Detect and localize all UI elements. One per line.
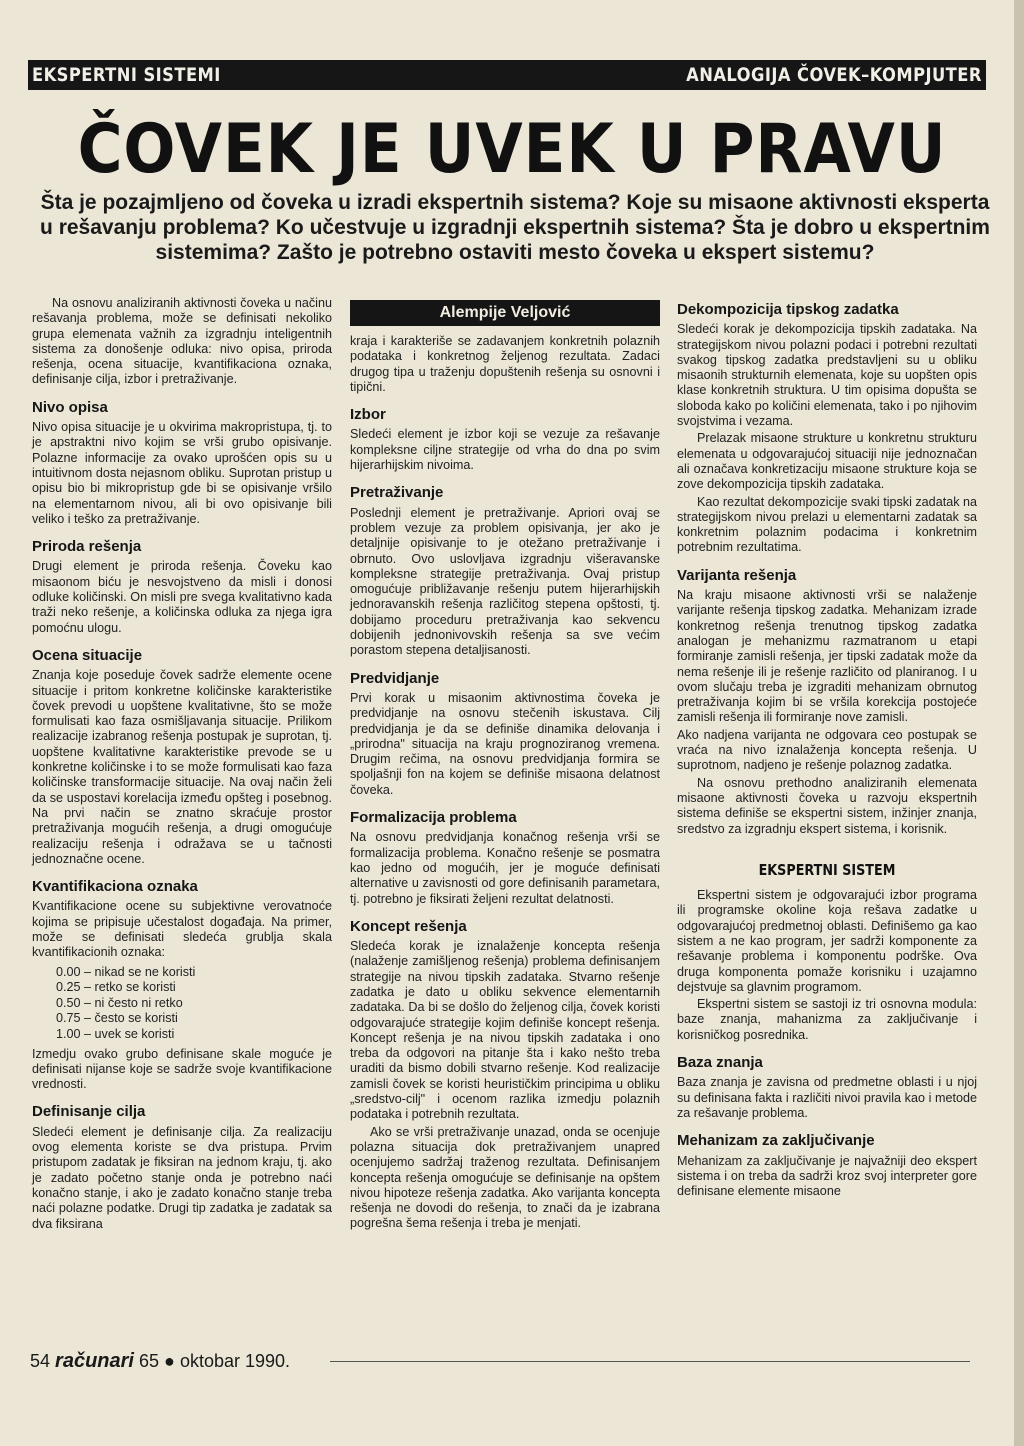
section-label-right: ANALOGIJA ČOVEK–KOMPJUTER — [686, 64, 982, 86]
scale-item: 0.00 – nikad se ne koristi — [56, 964, 196, 979]
paragraph-priroda-resenja: Drugi element je priroda rešenja. Čoveku kao misaonom biću je nesvojstveno da misli i donosi odluke količinski. On misli pre svega kvalitativno kada traži neko rešenje, a količinska odluka za njega igra pomoćnu ulogu. — [32, 559, 332, 635]
page-edge — [1014, 0, 1024, 1446]
paragraph-nivo-opisa: Nivo opisa situacije je u okvirima makropristupa, tj. to je apstraktni nivo kojim se vrši grubo opisivanje. Polazne informacije za ovako uprošćen opis su u intuitivnom dosta nejasnom obliku. Suprotan pristup u opisu bio bi mikropristup gde bi se opisivanje vršilo na elementarnom nivou, ali bi ovo opisivanje bili veliko i teško za pretraživanje. — [32, 420, 332, 526]
heading-dekompozicija: Dekompozicija tipskog zadatka — [677, 301, 899, 318]
heading-varijanta-resenja: Varijanta rešenja — [677, 566, 797, 584]
magazine-name: računari — [55, 1350, 134, 1372]
paragraph-ekspertni-sistem: Ekspertni sistem je odgovarajući izbor programa ili programske okoline koja rešava zadatke u odgovarajućoj predmetnoj oblasti. Definišemo ga kao sistem a ne kao program, jer sadrži komponente za rešavanje problema i komponentu podrške. Ova druga komponenta pomaže korisniku i uzajamno dejstvuje sa glavnim programom. — [677, 888, 977, 994]
box-title: EKSPERTNI SISTEM — [758, 860, 896, 879]
paragraph-izbor: Sledeći element je izbor koji se vezuje za rešavanje kompleksne ciljne strategije od vrha do dna po svim hijerarhijskim nivoima. — [350, 427, 660, 473]
paragraph-dekompozicija-2: Prelazak misaone strukture u konkretnu strukturu elemenata u odgovarajućoj situaciji nije jednoznačan ali označava konkretizaciju misaone strukture koja se zove dekompozicija tipskih zadataka. — [677, 431, 977, 492]
issue-date: oktobar 1990. — [179, 1351, 291, 1371]
paragraph-koncept-resenja: Sledeća korak je iznalaženje koncepta rešenja (nalaženje zamišljenog rešenja) problema definisanjem strategije na nivou tipskih zadataka. Stvarno rešenje zadatka je dato u obliku sekvence elementarnih zadataka. Da bi se došlo do željenog cilja, čovek koristi odgovarajuće strategije kojim definiše koncept rešenja. Koncept rešenja je na nivou tipskih zadataka i ono treba da odgovori na pitanje šta i kako nešto treba uraditi da bismo dobili stvarno rešenje. Kod realizacije zamisli čovek se koristi heurističkim principima u obliku „sredstvo-cilj" i ocenom razlika izmedju polaznih podataka i potrebnih rezultata. — [350, 939, 660, 1122]
paragraph-dekompozicija-3: Kao rezultat dekompozicije svaki tipski zadatak na strategijskom nivou prelazi u elementarni zadatak sa konkretnim polaznim podacima i konkretnim potrebnim rezultatima. — [677, 494, 978, 555]
column-2 — [350, 300, 660, 1234]
page-footer — [30, 1350, 290, 1373]
heading-mehanizam: Mehanizam za zaključivanje — [677, 1132, 875, 1150]
heading-izbor: Izbor — [350, 406, 386, 424]
column-3 — [677, 302, 977, 1201]
paragraph-pretrazivanje: Poslednji element je pretraživanje. Apriori ovaj se problem vezuje za problem opisivanja, jer ako je detaljnije opisivanje to je otežano pretraživanje i obrnuto. Ovo uslovljava izgradnju višeravanske kompleksne strategije pretraživanja. Ovaj pristup omogućuje približavanje rešenju putem hijerarhijskih jednoravanskih rešenja različitog stepena opštosti, tj. dobijamo proceduru pretraživanja kao sekvencu dobijenih jednonivovskih rešenja sa sve većim porastom stepena detaljisanosti. — [350, 505, 660, 658]
paragraph-predvidjanje: Prvi korak u misaonim aktivnostima čoveka je predvidjanje na osnovu stečenih iskustava. Cilj predvidjanja je da se definiše dinamika delovanja i „prirodna" situacija na kraju prognoziranog vremena. Drugim rečima, na osnovu predvidjanja formira se spoljašnji fon na kojem se definiše misaona delatnost čoveka. — [350, 690, 660, 797]
intro-paragraph: Na osnovu analiziranih aktivnosti čoveka u načinu rešavanja problema, može se definisati nekoliko grupa elemenata važnih za izgradnju inteligentnih sistema za donošenje odluka: nivo opisa, priroda rešenja, ocena situacije, kvantifikaciona oznaka, definisanje cilja, izbor i pretraživanje. — [32, 296, 332, 387]
paragraph-kvantifikaciona-oznaka-2: Izmedju ovako grubo definisane skale moguće je definisati nijanse koje se sadrže svoje kvantifikacione vrednosti. — [32, 1046, 332, 1092]
heading-definisanje-cilja: Definisanje cilja — [32, 1103, 146, 1121]
paragraph-mehanizam: Mehanizam za zaključivanje je najvažniji deo ekspert sistema i on treba da sadrži kroz svoj interpreter gore definisane elemente misaone — [677, 1153, 977, 1199]
paragraph-ekspertni-sistem-2: Ekspertni sistem se sastoji iz tri osnovna modula: baze znanja, mahanizma za zaključivanje i korisničkog posrednika. — [677, 997, 977, 1042]
author-byline: Alempije Veljović — [350, 300, 660, 326]
heading-ocena-situacije: Ocena situacije — [32, 646, 143, 664]
column-1 — [32, 296, 332, 1234]
heading-predvidjanje: Predvidjanje — [350, 669, 440, 687]
paragraph-kvantifikaciona-oznaka: Kvantifikacione ocene su subjektivne verovatnoće kojima se pripisuje učestalost događaja. Na primer, može se definisati sledeća grublja skala kvantifikacionih oznaka: — [32, 899, 332, 960]
quantification-scale — [56, 965, 332, 1043]
footer-rule — [330, 1361, 970, 1362]
paragraph-varijanta-resenja-3: Na osnovu prethodno analiziranih elemenata misaone aktivnosti čoveka u razvoju ekspertnih sistema definiše se ekspertni sistem, inžinjer znanja, sredstvo za izgradnju ekspert sistema, i korisnik. — [677, 775, 977, 836]
paragraph-definisanje-cilja: Sledeći element je definisanje cilja. Za realizaciju ovog elementa koriste se dva pristupa. Prvim pristupom zadatak je fiksiran na jednom kraju, tj. ako je zadato početno stanje onda je potrebno naći konačno stanje, i ako je zadato konačno stanje treba naći polazne podatke. Drugi tip zadatka je zadatak sa dva fiksirana — [32, 1124, 332, 1231]
heading-kvantifikaciona-oznaka: Kvantifikaciona oznaka — [32, 878, 198, 896]
scale-item: 0.75 – često se koristi — [56, 1011, 178, 1026]
page-number: 54 — [30, 1351, 51, 1371]
heading-formalizacija-problema: Formalizacija problema — [350, 809, 517, 827]
article-title: ČOVEK JE UVEK U PRAVU — [77, 110, 947, 189]
paragraph-koncept-resenja-2: Ako se vrši pretraživanje unazad, onda se ocenjuje polazna situacija dok pretraživanjem unapred ocenjujemo sadržaj traženog rezultata. Definisanjem koncepta rešenja omogućuje se definisanje na opštem nivou hipoteze rešenja zadatka. Ako varijanta koncepta rešenja ne dovodi do rešenja, to znači da je izabrana pogrešna šema rešenja i treba je menjati. — [350, 1124, 660, 1231]
scale-item: 0.50 – ni često ni retko — [56, 995, 183, 1010]
paragraph-varijanta-resenja-2: Ako nadjena varijanta ne odgovara ceo postupak se vraća na nivo iznalaženja koncepta rešenja. U suprotnom, nadjeno je rešenje polaznog zadatka. — [677, 727, 977, 773]
heading-priroda-resenja: Priroda rešenja — [32, 538, 142, 556]
paragraph-dekompozicija: Sledeći korak je dekompozicija tipskih zadataka. Na strategijskom nivou polazni podaci i potrebni rezultati svakog tipskog zadatka predstavljeni su u obliku misaonih strukturnih elemenata, koje su uopšten opis klase konkretnih struktura. U tim opisima dopušta se sloboda kako po količini elemenata, tako i po njihovim svojstvima i vezama. — [677, 322, 977, 429]
paragraph-formalizacija-problema: Na osnovu predvidjanja konačnog rešenja vrši se formalizacija problema. Konačno rešenje se posmatra kao jedno od mogućih, jer je moguće definisati alternative u zavisnosti od gore definisanih parametara, tj. potrebno je fiksirati željeni rezultat delatnosti. — [350, 830, 660, 906]
issue-number: 65 — [139, 1351, 160, 1371]
section-bar — [28, 60, 986, 90]
scale-item: 1.00 – uvek se koristi — [56, 1026, 175, 1041]
paragraph-baza-znanja: Baza znanja je zavisna od predmetne oblasti i u njoj su definisana fakta i različiti nivoi pravila kao i metode za rešavanje problema. — [677, 1075, 977, 1120]
paragraph-varijanta-resenja: Na kraju misaone aktivnosti vrši se nalaženje varijante rešenja tipskog zadatka. Mehanizam izrade konkretnog rešenja trenutnog tipskog zadatka analogan je mehanizmu razmatranom u etapi formiranje zamisli rešenja, jer tipski zadatak može da nema rešenje ili je rešenje različito od planiranog. I u ovom slučaju treba je izgraditi mehanizam obrnutog pretraživanja kojim bi se vršila korekcija postojeće zamisli rešenja ili formiranje nove zamisli. — [677, 588, 977, 725]
heading-pretrazivanje: Pretraživanje — [350, 484, 444, 502]
paragraph-ocena-situacije: Znanja koje poseduje čovek sadrže elemente ocene situacije i pritom konkretne količinske karakteristike čovek prevodi u uopštene kvalitativne, što se može formulisati kao faza osmišljavanja situacije. Prilikom realizacije izabranog rešenja postupak je suprotan, tj. uopštene kvalitativne karakteristike prevode se u konkretne količinske i to se može formulisati kao faza količinske transformacije situacije. Na ovaj način želi da se uspostavi korelacija između opšteg i posebnog. Na prvi način se znatno skraćuje prostor pretraživanja mogućih rešenja, a drugi omogućuje realizaciju rešenja i odražava se u tačnosti jednoznačne ocene. — [32, 668, 332, 866]
heading-nivo-opisa: Nivo opisa — [32, 398, 108, 416]
section-label-left: EKSPERTNI SISTEMI — [32, 64, 221, 86]
heading-koncept-resenja: Koncept rešenja — [350, 917, 467, 935]
heading-baza-znanja: Baza znanja — [677, 1054, 763, 1072]
paragraph-continuation: kraja i karakteriše se zadavanjem konkretnih polaznih podataka i konkretnog željenog rezultata. Zadaci drugog tipa u traženju dopuštenih rešenja su osnovni i tipični. — [350, 334, 660, 394]
article-deck: Šta je pozajmljeno od čoveka u izradi ekspertnih sistema? Koje su misaone aktivnosti eksperta u rešavanju problema? Ko učestvuje u izgradnji ekspertnih sistema? Šta je dobro u ekspertnim sistemima? Zašto je potrebno ostaviti mesto čoveka u ekspert sistemu? — [40, 191, 990, 264]
bullet-icon: ● — [164, 1351, 175, 1371]
scale-item: 0.25 – retko se koristi — [56, 980, 176, 995]
